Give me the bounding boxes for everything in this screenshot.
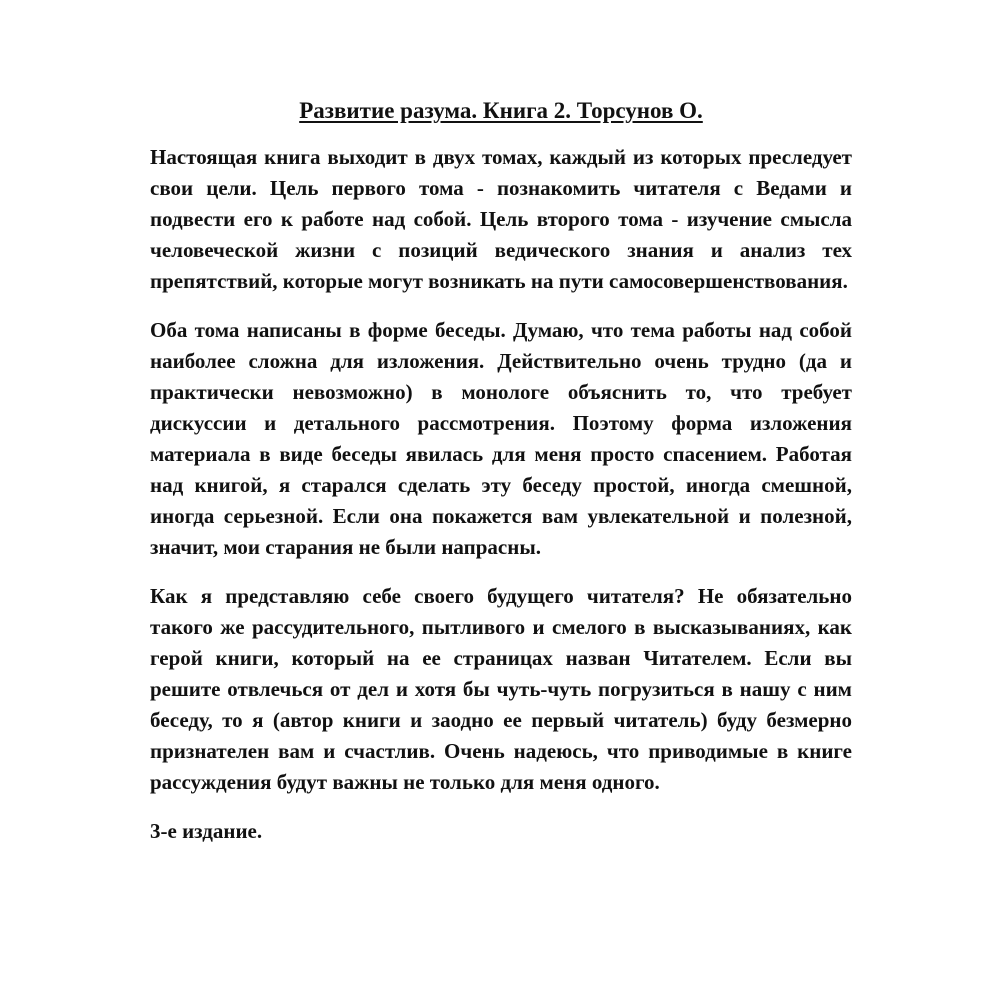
document-title: Развитие разума. Книга 2. Торсунов О.	[299, 98, 703, 123]
paragraph-2: Оба тома написаны в форме беседы. Думаю, что тема работы над собой наиболее сложна для изложения. Действительно очень трудно (да и практически невозможно) в монологе объяснить то, что требует дискуссии и детального рассмотрения. Поэтому форма изложения материала в виде беседы явилась для меня просто спасением. Работая над книгой, я старался сделать эту беседу простой, иногда смешной, иногда серьезной. Если она покажется вам увлекательной и полезной, значит, мои старания не были напрасны.	[150, 318, 852, 559]
edition-note: 3-е издание.	[150, 819, 263, 843]
paragraph-3: Как я представляю себе своего будущего читателя? Не обязательно такого же рассудительного, пытливого и смелого в высказываниях, как герой книги, который на ее страницах назван Читателем. Если вы решите отвлечься от дел и хотя бы чуть-чуть погрузиться в нашу с ним беседу, то я (автор книги и заодно ее первый читатель) буду безмерно признателен вам и счастлив. Очень надеюсь, что приводимые в книге рассуждения будут важны не только для меня одного.	[150, 584, 852, 794]
paragraph-1: Настоящая книга выходит в двух томах, каждый из которых преследует свои цели. Цель первого тома - познакомить читателя с Ведами и подвести его к работе над собой. Цель второго тома - изучение смысла человеческой жизни с позиций ведического знания и анализ тех препятствий, которые могут возникать на пути самосовершенствования.	[150, 145, 852, 293]
document-body	[150, 96, 852, 847]
